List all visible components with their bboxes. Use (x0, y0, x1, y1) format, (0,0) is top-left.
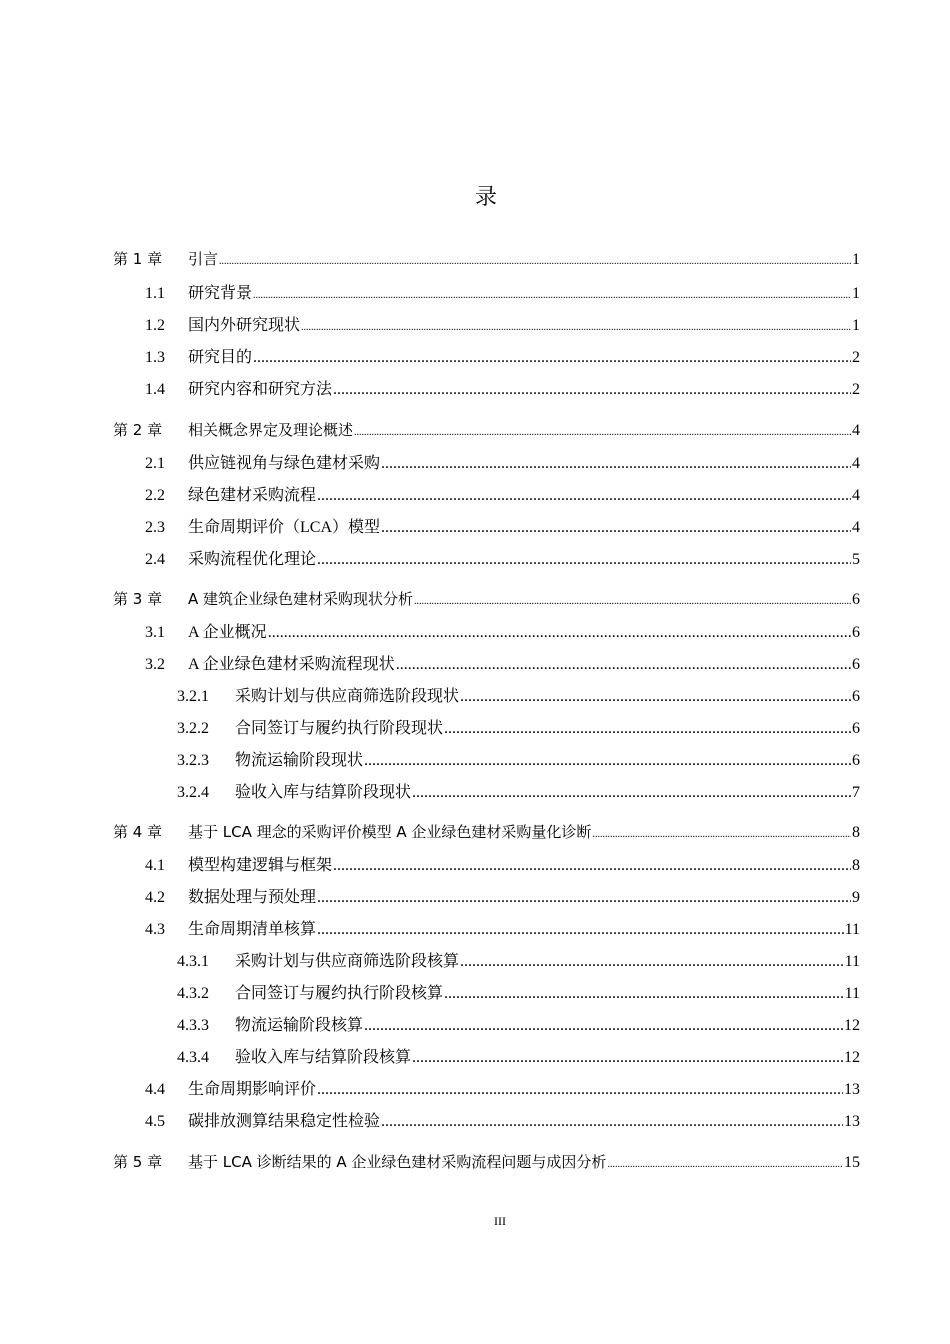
toc-leader-dots (381, 455, 851, 473)
toc-entry-number: 第 3 章 (113, 590, 163, 608)
toc-entry-page: 2 (852, 349, 860, 366)
toc-title: 录 (474, 185, 497, 210)
toc-entry-page: 12 (844, 1017, 860, 1034)
toc-entry-number: 4.3 (145, 921, 165, 938)
toc-section-entry[interactable] (145, 376, 860, 400)
toc-leader-dots (381, 1113, 843, 1131)
toc-entry-number: 3.2.3 (177, 752, 209, 769)
toc-leader-dots (607, 1159, 843, 1170)
toc-entry-number: 4.1 (145, 857, 165, 874)
toc-entry-title: 引言 (188, 250, 219, 268)
toc-entry-number: 3.2.2 (177, 720, 209, 737)
toc-entry-title: 采购计划与供应商筛选阶段核算 (235, 953, 460, 970)
toc-leader-dots (444, 720, 851, 738)
toc-entry-page: 1 (852, 285, 860, 302)
toc-leader-dots (460, 953, 844, 971)
toc-entry-page: 6 (852, 752, 860, 769)
toc-entry-page: 4 (852, 519, 860, 536)
toc-section-entry[interactable] (145, 514, 860, 538)
toc-entry-page: 4 (852, 455, 860, 472)
toc-entry-number: 4.3.3 (177, 1017, 209, 1034)
toc-entry-title: 研究目的 (188, 349, 253, 366)
toc-entry-number: 1.2 (145, 317, 165, 334)
toc-leader-dots (317, 889, 851, 907)
toc-entry-number: 4.3.4 (177, 1049, 209, 1066)
toc-entry-number: 4.4 (145, 1081, 165, 1098)
toc-entry-page: 6 (852, 624, 860, 641)
toc-subsection-entry[interactable] (177, 747, 860, 771)
toc-entry-number: 第 5 章 (113, 1153, 163, 1171)
toc-leader-dots (444, 985, 844, 1003)
toc-leader-dots (317, 921, 844, 939)
toc-entry-page: 1 (852, 317, 860, 334)
toc-entry-title: 基于 LCA 理念的采购评价模型 A 企业绿色建材采购量化诊断 (188, 823, 592, 841)
toc-section-entry[interactable] (145, 651, 860, 675)
toc-entry-title: 验收入库与结算阶段核算 (235, 1049, 412, 1066)
toc-entry-page: 6 (852, 688, 860, 705)
toc-entry-number: 第 2 章 (113, 421, 163, 439)
toc-section-entry[interactable] (145, 280, 860, 304)
toc-leader-dots (333, 857, 851, 875)
toc-entry-number: 4.3.1 (177, 953, 209, 970)
toc-subsection-entry[interactable] (177, 1012, 860, 1036)
toc-entry-title: A 建筑企业绿色建材采购现状分析 (188, 590, 414, 608)
toc-leader-dots (333, 381, 851, 399)
toc-entry-number: 4.3.2 (177, 985, 209, 1002)
toc-leader-dots (301, 322, 851, 333)
toc-entry-page: 11 (844, 953, 860, 970)
toc-subsection-entry[interactable] (177, 948, 860, 972)
toc-entry-title: 验收入库与结算阶段现状 (235, 784, 412, 801)
toc-subsection-entry[interactable] (177, 1044, 860, 1068)
toc-entry-page: 13 (844, 1113, 860, 1130)
toc-entry-number: 1.1 (145, 285, 165, 302)
toc-entry-page: 15 (844, 1154, 860, 1171)
toc-entry-title: 绿色建材采购流程 (188, 487, 317, 504)
toc-entry-page: 7 (852, 784, 860, 801)
toc-entry-number: 3.1 (145, 624, 165, 641)
toc-entry-title: A 企业绿色建材采购流程现状 (188, 656, 395, 673)
toc-entry-title: 生命周期评价（LCA）模型 (188, 519, 381, 536)
toc-entry-title: 采购流程优化理论 (188, 551, 317, 568)
toc-section-entry[interactable] (145, 619, 860, 643)
toc-leader-dots (412, 784, 851, 802)
toc-entry-number: 3.2.4 (177, 784, 209, 801)
toc-entry-title: 生命周期影响评价 (188, 1081, 317, 1098)
toc-entry-title: 合同签订与履约执行阶段现状 (235, 720, 444, 737)
toc-leader-dots (268, 624, 851, 642)
toc-section-entry[interactable] (145, 1108, 860, 1132)
toc-entry-number: 第 1 章 (113, 250, 163, 268)
toc-chapter-entry[interactable] (113, 419, 860, 443)
toc-section-entry[interactable] (145, 1076, 860, 1100)
toc-leader-dots (317, 1081, 843, 1099)
toc-entry-page: 9 (852, 889, 860, 906)
toc-entry-page: 11 (844, 921, 860, 938)
toc-section-entry[interactable] (145, 312, 860, 336)
toc-entry-title: 物流运输阶段核算 (235, 1017, 364, 1034)
toc-entry-page: 8 (852, 857, 860, 874)
toc-leader-dots (396, 656, 851, 674)
toc-leader-dots (412, 1049, 843, 1067)
toc-leader-dots (317, 487, 851, 505)
toc-entry-number: 1.3 (145, 349, 165, 366)
toc-section-entry[interactable] (145, 852, 860, 876)
toc-section-entry[interactable] (145, 344, 860, 368)
toc-leader-dots (381, 519, 851, 537)
toc-entry-number: 3.2.1 (177, 688, 209, 705)
toc-leader-dots (354, 427, 851, 438)
toc-entry-page: 8 (852, 824, 860, 841)
toc-entry-page: 1 (852, 251, 860, 268)
toc-entry-title: A 企业概况 (188, 624, 267, 641)
toc-section-entry[interactable] (145, 450, 860, 474)
toc-entry-page: 6 (852, 720, 860, 737)
toc-section-entry[interactable] (145, 482, 860, 506)
toc-entry-page: 11 (844, 985, 860, 1002)
toc-entry-title: 合同签订与履约执行阶段核算 (235, 985, 444, 1002)
toc-chapter-entry[interactable] (113, 821, 860, 845)
toc-entry-number: 1.4 (145, 381, 165, 398)
toc-subsection-entry[interactable] (177, 715, 860, 739)
toc-entry-title: 模型构建逻辑与框架 (188, 857, 333, 874)
toc-entry-page: 5 (852, 551, 860, 568)
toc-leader-dots (317, 551, 851, 569)
toc-entry-title: 物流运输阶段现状 (235, 752, 364, 769)
toc-chapter-entry[interactable] (113, 588, 860, 612)
toc-leader-dots (414, 596, 851, 607)
toc-entry-number: 4.2 (145, 889, 165, 906)
toc-entry-title: 采购计划与供应商筛选阶段现状 (235, 688, 460, 705)
toc-entry-page: 4 (852, 487, 860, 504)
toc-leader-dots (219, 256, 851, 267)
toc-entry-page: 12 (844, 1049, 860, 1066)
toc-entry-title: 碳排放测算结果稳定性检验 (188, 1113, 381, 1130)
toc-chapter-entry[interactable] (113, 1151, 860, 1175)
toc-entry-number: 2.3 (145, 519, 165, 536)
toc-entry-title: 生命周期清单核算 (188, 921, 317, 938)
toc-entry-page: 4 (852, 422, 860, 439)
toc-leader-dots (592, 829, 851, 840)
toc-entry-title: 供应链视角与绿色建材采购 (188, 455, 381, 472)
toc-entry-number: 2.4 (145, 551, 165, 568)
toc-entry-page: 13 (844, 1081, 860, 1098)
toc-entry-page: 2 (852, 381, 860, 398)
toc-leader-dots (364, 1017, 843, 1035)
toc-section-entry[interactable] (145, 546, 860, 570)
toc-leader-dots (364, 752, 851, 770)
toc-entry-title: 数据处理与预处理 (188, 889, 317, 906)
toc-entry-title: 基于 LCA 诊断结果的 A 企业绿色建材采购流程问题与成因分析 (188, 1153, 607, 1171)
toc-section-entry[interactable] (145, 916, 860, 940)
toc-entry-title: 研究内容和研究方法 (188, 381, 333, 398)
toc-entry-number: 4.5 (145, 1113, 165, 1130)
toc-subsection-entry[interactable] (177, 683, 860, 707)
toc-leader-dots (253, 349, 851, 367)
toc-subsection-entry[interactable] (177, 980, 860, 1004)
toc-entry-page: 6 (852, 656, 860, 673)
toc-entry-number: 2.2 (145, 487, 165, 504)
toc-entry-number: 3.2 (145, 656, 165, 673)
page-number: III (494, 1214, 506, 1228)
toc-leader-dots (460, 688, 851, 706)
toc-entry-page: 6 (852, 591, 860, 608)
toc-entry-title: 研究背景 (188, 285, 253, 302)
toc-subsection-entry[interactable] (177, 779, 860, 803)
toc-entry-title: 相关概念界定及理论概述 (188, 421, 354, 439)
toc-entry-title: 国内外研究现状 (188, 317, 301, 334)
toc-leader-dots (253, 290, 851, 301)
toc-entry-number: 第 4 章 (113, 823, 163, 841)
toc-section-entry[interactable] (145, 884, 860, 908)
toc-entry-number: 2.1 (145, 455, 165, 472)
toc-chapter-entry[interactable] (113, 248, 860, 272)
